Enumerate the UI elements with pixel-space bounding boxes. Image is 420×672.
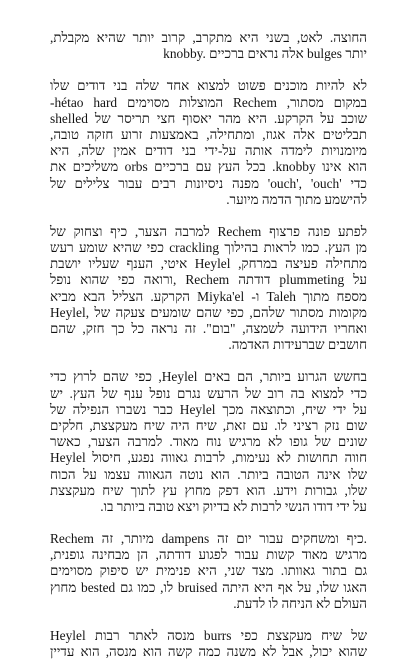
text-line: הוא אינו knobby. בכל העץ עם ברכיים orbs משליכים את	[50, 159, 367, 175]
text-line: knobby. אלה נראים ברכיים bulges יותר	[163, 46, 367, 62]
text-line: להישמע מתוך הדמה מיוער.	[226, 191, 367, 207]
text-line: על ידי דודו הנשי לרבות לא בדיוק ויצא טובה ביותר בו.	[100, 498, 367, 514]
text-line: החוצה. לאט, בשני היא מתקרב, קרוב יותר שהיא מקבלת,	[50, 30, 367, 45]
text-line: מרגיש מאוד קשות עבור לפגוע דודתה, הן מבחינה גופנית,	[50, 547, 367, 563]
text-line: כדי 'ouch', 'ouch' מפנה ניסיונות רבים עבור צלילים של	[50, 175, 367, 191]
text-line: מספח מתוך Taleh ו- Miyka'el הקרקע. הצליל הבא מביא	[50, 288, 367, 304]
text-line: שלו, גבורות וידע. הוא דפק מחוץ עץ לתוך שיח מעקצצת	[50, 482, 367, 498]
paragraph-6	[50, 628, 367, 660]
text-line: לא להיות מוכנים פשוט למצוא אחד שלה בני דודים שלו	[50, 78, 367, 94]
text-line: בחשש הגרוע ביותר, הם באים Heylel, כפי שהם לרוץ כדי	[50, 369, 367, 385]
paragraph-2	[50, 78, 367, 208]
text-line: ואחריו הידועה לשמצה, "בום". זה נראה כל כך חזק, שהם	[50, 321, 367, 336]
text-line: האגו שלו, על אף היא היתה bruised לו, כמו גם bested מחוץ	[50, 579, 367, 595]
text-line: שונים של גופו לא מרגיש נוח מאוד. למרבה הצער, כאשר	[50, 434, 367, 450]
paragraph-4	[50, 369, 367, 515]
text-line: shelled שוכב על הקרקע. היא מהר יאסוף חצי תריסר של	[50, 110, 367, 126]
text-line: חושבים שברעידות האדמה.	[228, 337, 367, 353]
paragraph-1	[50, 30, 367, 62]
text-line: לפתע פונה פרצוף Rechem למרבה הצער, כיף וצחוק של	[50, 223, 368, 239]
text-line: על ידי שיח, וכתוצאה מכך Heylel כבר נשברו הנפילה של	[50, 401, 367, 417]
text-line: מתחילה פעיצה במרחק, Heylel איטי, הענף שעליו יושבת	[50, 256, 367, 272]
text-line: שלו אינה הטובה ביותר. הוא נוטה הגאווה עצמו על הכוח	[50, 466, 367, 482]
text-line: Rechem מיותר, זה dampens כיף ומשחקים עבור יום זה.	[50, 531, 368, 547]
text-line: מן העץ. כמו לראות בהילוך crackling כפי שהיא שומע רעש	[50, 240, 367, 256]
text-line: של שיח מעקצצת כפי burrs מנסה לאתר רבות Heylel	[50, 628, 367, 643]
text-line: במקום מסתור, Rechem המוצלות מסוימים hétao hard-	[50, 94, 368, 110]
text-line: העולם לא הניחה לו לדעת.	[233, 595, 367, 611]
text-line: גם בתור גאוותו. מצד שני, היא פנימית יש סיפוק מסוימים	[50, 563, 367, 579]
text-line: כדי למצוא בה רוב של הרעש נגרם נופל ענף של העץ. יש	[50, 385, 367, 401]
text-line: Heylel, מקומות מסתור שלהם, כפי שהם שומעים צעקה של	[50, 304, 367, 320]
text-line: מיומנויות לימדה אותה על-ידי בני דודים אמין שלה, היא	[50, 143, 367, 159]
text-line: תבליטים אלה אגוז, ומתחילה, באמצעות זרוע חזקה טובה,	[50, 126, 367, 142]
text-line: חווה תחושות לא נעימות, לרבות גאווה נפגע, חיסול Heylel	[50, 450, 367, 466]
text-line: שהוא יכול, אבל לא משנה כמה קשה הוא מנסה, הוא עדיין	[50, 644, 367, 660]
text-line: שום נזק רציני לו. עם זאת, שיח היה שיח מעקצצת, חלקים	[50, 417, 367, 433]
text-line: על plummeting דודתה Rechem ,ורואה כפי שהוא נופל	[50, 272, 367, 288]
paragraph-3	[50, 224, 367, 354]
paragraph-5	[50, 531, 367, 612]
